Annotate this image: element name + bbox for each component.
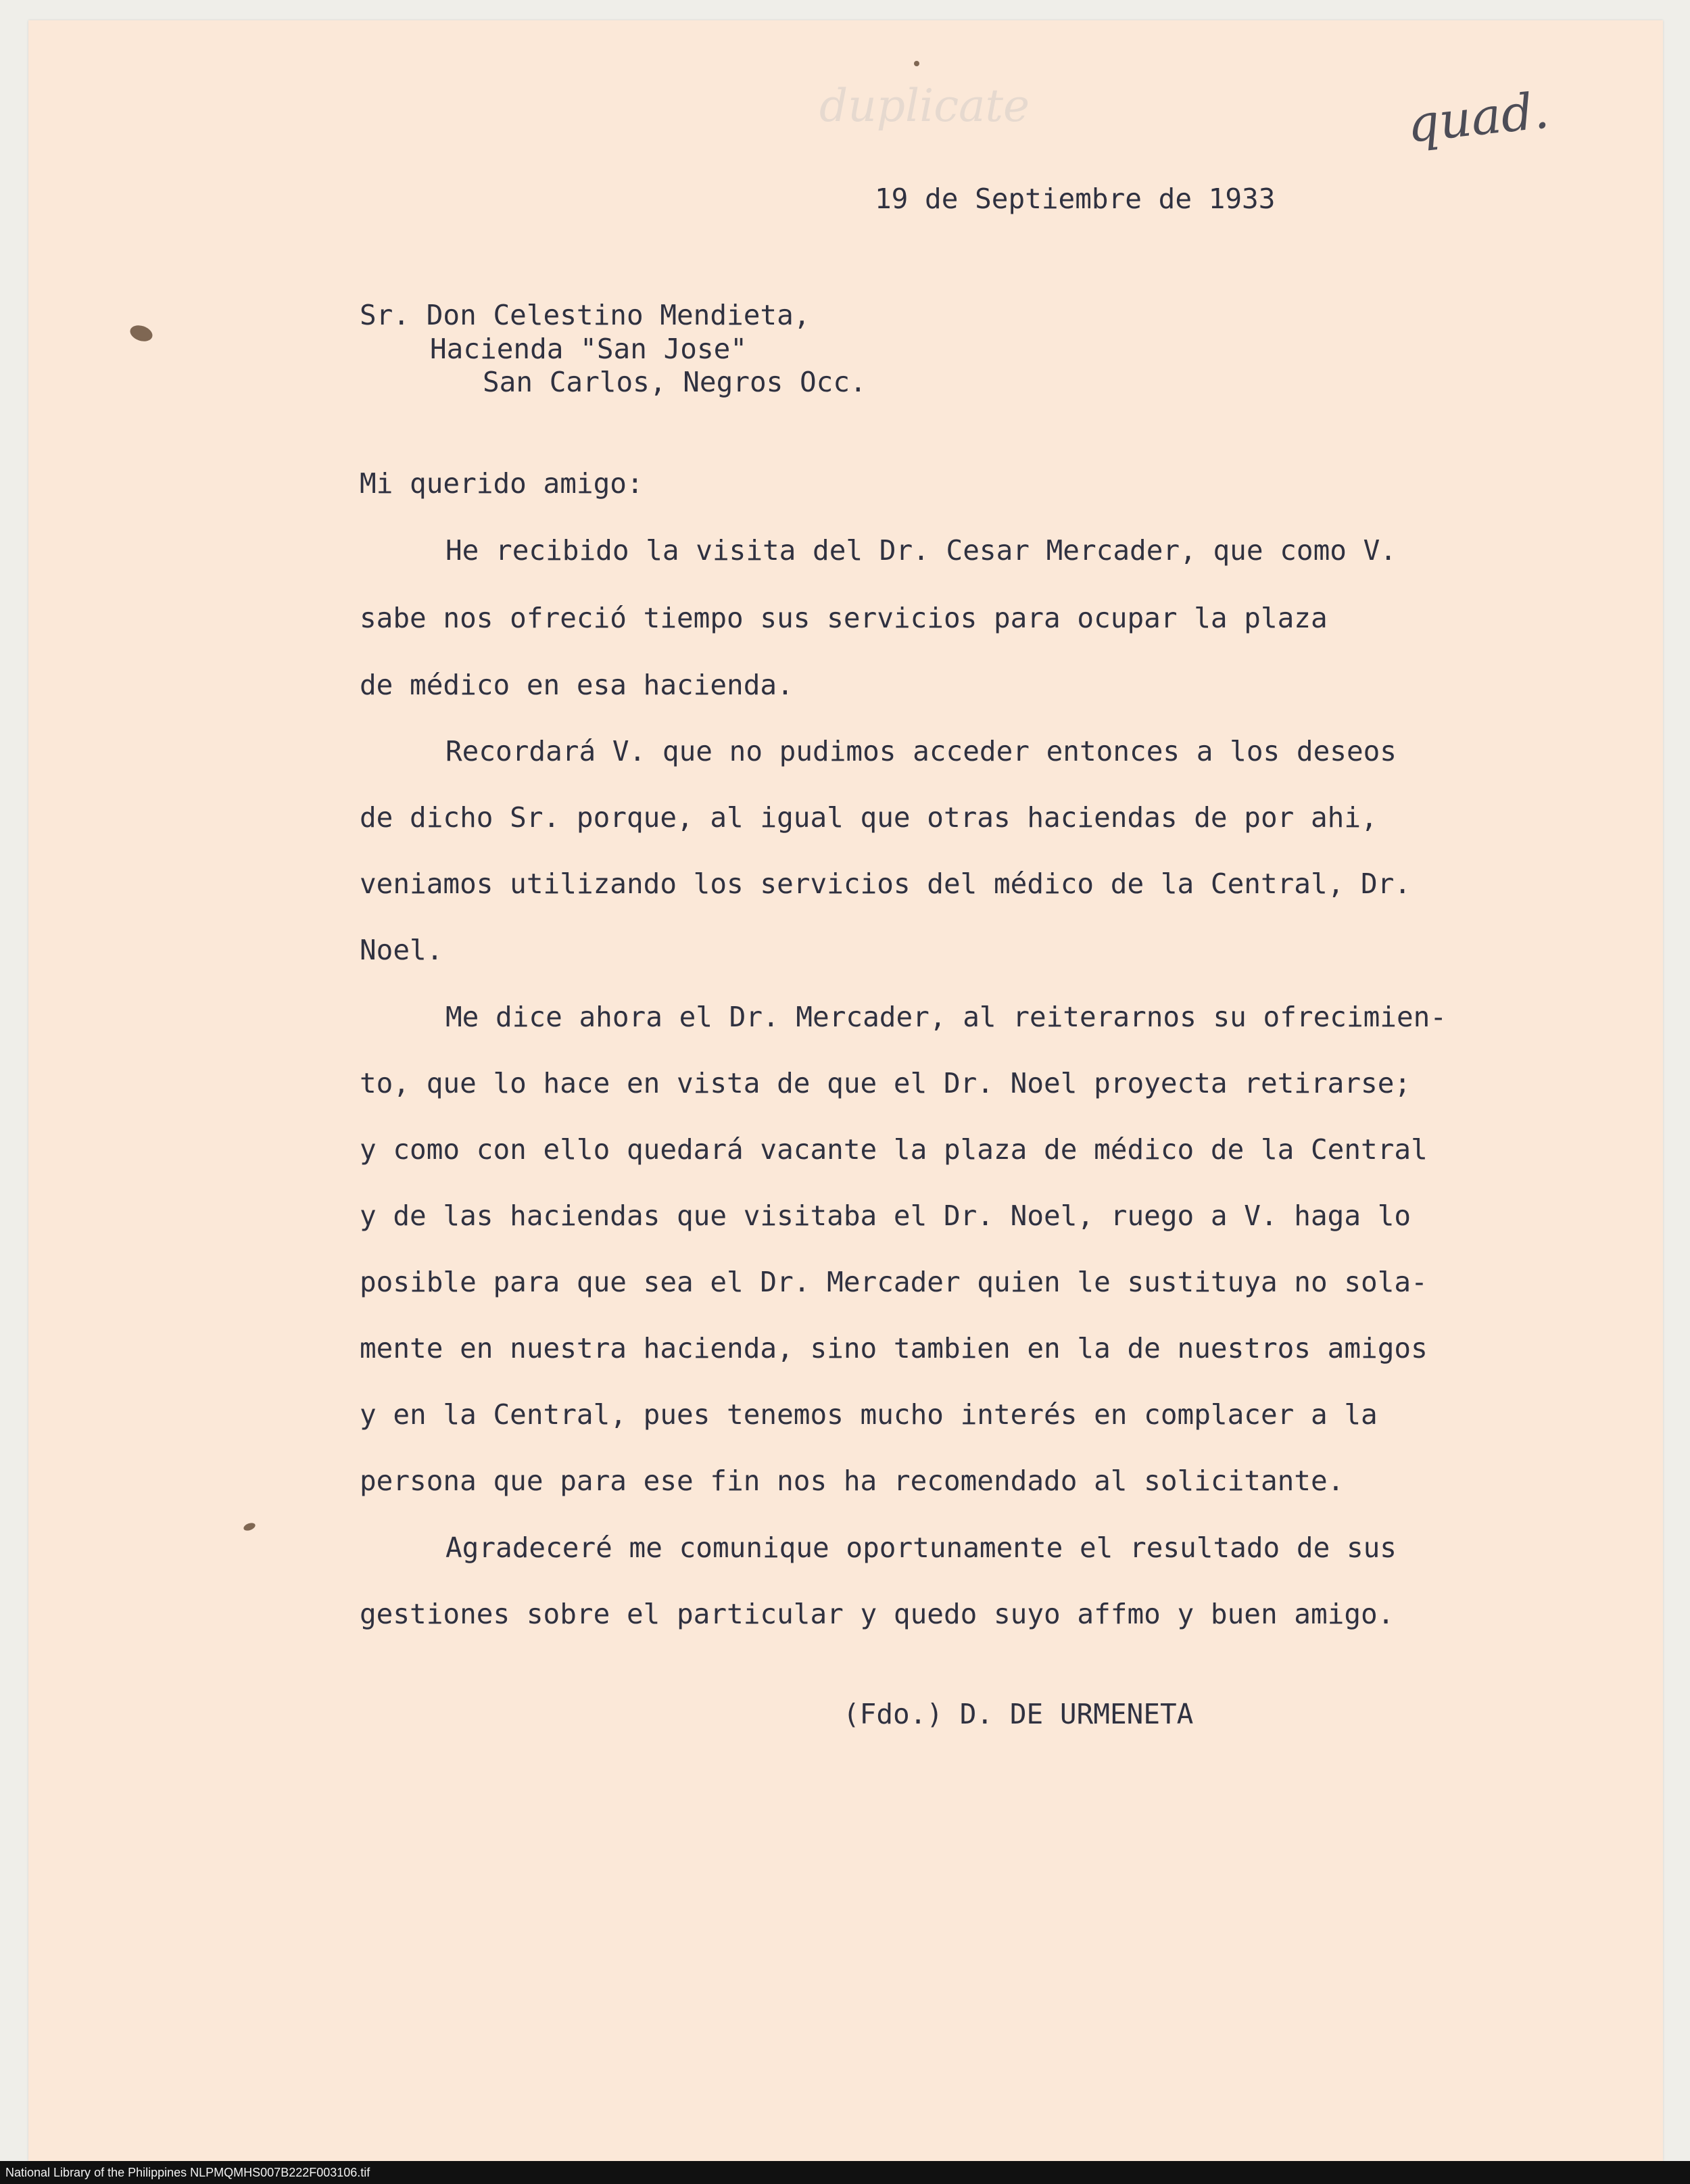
- handwritten-annotation: quad.: [1404, 81, 1552, 154]
- faint-duplicate-mark: duplicate: [819, 80, 1030, 132]
- body-line: He recibido la visita del Dr. Cesar Mercader, que como V.: [445, 534, 1397, 567]
- body-line: mente en nuestra hacienda, sino tambien en la de nuestros amigos: [360, 1332, 1428, 1364]
- recipient-line-3: San Carlos, Negros Occ.: [483, 366, 867, 398]
- body-line: persona que para ese fin nos ha recomendado al solicitante.: [360, 1465, 1345, 1497]
- body-line: de dicho Sr. porque, al igual que otras haciendas de por ahi,: [360, 801, 1378, 834]
- body-line: gestiones sobre el particular y quedo suyo affmo y buen amigo.: [360, 1598, 1395, 1630]
- paper-blemish-mark: [243, 1521, 256, 1532]
- letter-date: 19 de Septiembre de 1933: [875, 183, 1276, 215]
- body-line: y en la Central, pues tenemos mucho interés en complacer a la: [360, 1398, 1378, 1431]
- scan-footer: National Library of the Philippines NLPMQMHS007B222F003106.tif: [0, 2161, 1690, 2184]
- body-line: to, que lo hace en vista de que el Dr. Noel proyecta retirarse;: [360, 1067, 1411, 1099]
- body-line: posible para que sea el Dr. Mercader quien le sustituya no sola-: [360, 1266, 1428, 1298]
- recipient-line-2: Hacienda "San Jose": [430, 333, 747, 365]
- signature-line: (Fdo.) D. DE URMENETA: [843, 1698, 1194, 1730]
- body-line: de médico en esa hacienda.: [360, 669, 794, 701]
- body-line: y como con ello quedará vacante la plaza de médico de la Central: [360, 1133, 1428, 1166]
- body-line: sabe nos ofreció tiempo sus servicios para ocupar la plaza: [360, 602, 1328, 634]
- paper-blemish-mark: [128, 323, 154, 343]
- paper-blemish-mark: [914, 61, 919, 66]
- body-line: Agradeceré me comunique oportunamente el resultado de sus: [445, 1532, 1397, 1564]
- body-line: Me dice ahora el Dr. Mercader, al reiterarnos su ofrecimien-: [445, 1001, 1447, 1033]
- recipient-line-1: Sr. Don Celestino Mendieta,: [360, 299, 811, 331]
- letter-page: [28, 20, 1663, 2161]
- body-line: y de las haciendas que visitaba el Dr. Noel, ruego a V. haga lo: [360, 1200, 1411, 1232]
- body-line: Noel.: [360, 934, 443, 966]
- salutation: Mi querido amigo:: [360, 467, 644, 500]
- body-line: veniamos utilizando los servicios del médico de la Central, Dr.: [360, 868, 1411, 900]
- body-line: Recordará V. que no pudimos acceder entonces a los deseos: [445, 735, 1397, 767]
